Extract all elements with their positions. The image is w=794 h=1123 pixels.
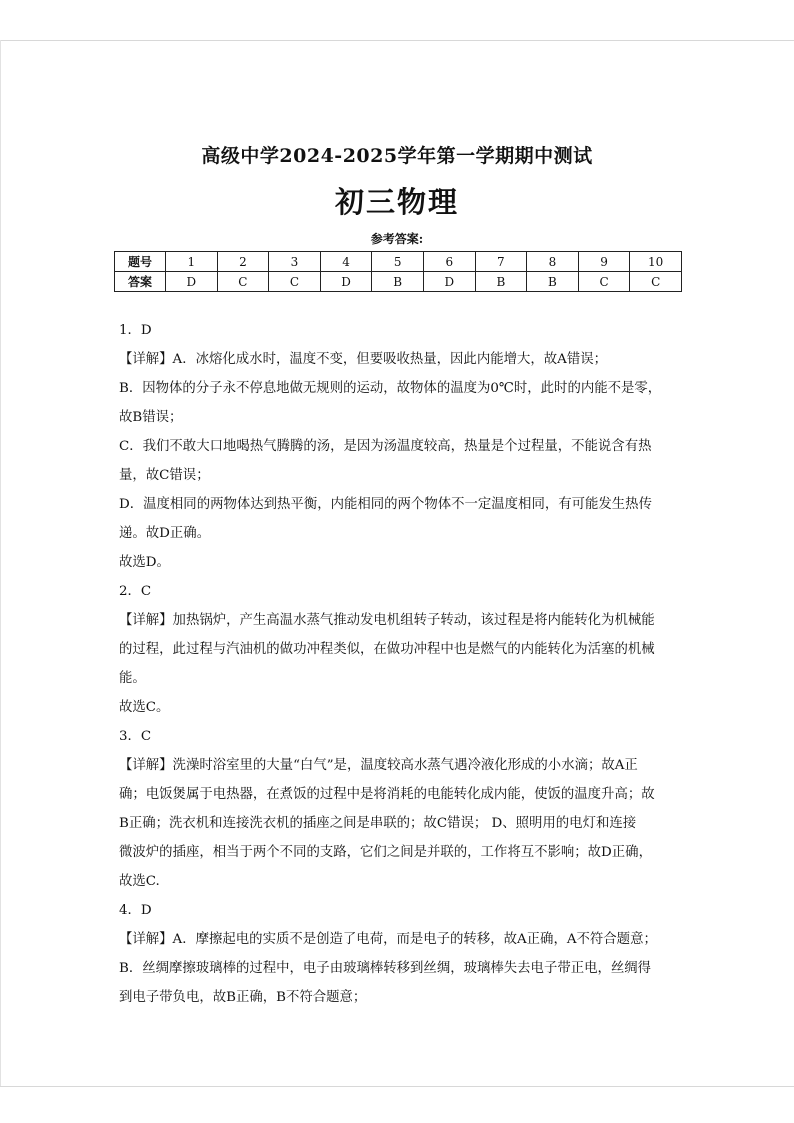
question-number-row [115,252,682,272]
solution-line: 【详解】A．冰熔化成水时，温度不变，但要吸收热量，因此内能增大，故A错误； [119,352,608,367]
solution-line: C．我们不敢大口地喝热气腾腾的汤，是因为汤温度较高，热量是个过程量，不能说含有热 [119,439,652,454]
answer-cell: B [527,272,579,292]
solution-line: 量，故C错误； [119,468,210,483]
solution-line: 能。 [119,671,146,686]
question-number: 1 [166,252,218,272]
answer-row [115,272,682,292]
solution-line: 确；电饭煲属于电热器，在煮饭的过程中是将消耗的电能转化成内能，使饭的温度升高；故 [119,787,655,802]
solution-line: 到电子带负电，故B正确，B不符合题意； [119,990,367,1005]
answer-key-table [114,251,682,292]
solution-line: B正确；洗衣机和连接洗衣机的插座之间是串联的；故C错误； D、照明用的电灯和连接 [119,816,637,831]
question-number: 3 [269,252,321,272]
solution-line: 微波炉的插座，相当于两个不同的支路，它们之间是并联的，工作将互不影响；故D正确， [119,845,652,860]
answer-cell: C [269,272,321,292]
solution-line: 的过程，此过程与汽油机的做功冲程类似，在做功冲程中也是燃气的内能转化为活塞的机械 [119,642,655,657]
solution-conclusion: 故选C。 [119,700,170,715]
answer-cell: C [217,272,269,292]
answer-cell: B [475,272,527,292]
answer-cell: C [578,272,630,292]
question-number: 5 [372,252,424,272]
answer-cell: D [166,272,218,292]
answer-cell: B [372,272,424,292]
solutions-body [119,316,679,1012]
question-number: 10 [630,252,682,272]
subject-title: 初三物理 [334,185,459,219]
solution-line: 故B错误； [119,410,183,425]
answer-cell: D [423,272,475,292]
solution-conclusion: 故选D。 [119,555,170,570]
question-number: 8 [527,252,579,272]
row-label-answer: 答案 [115,272,166,292]
question-number: 9 [578,252,630,272]
question-heading: 3．C [119,729,152,744]
row-label-question: 题号 [115,252,166,272]
question-number: 6 [423,252,475,272]
solution-line: D．温度相同的两物体达到热平衡，内能相同的两个物体不一定温度相同，有可能发生热传 [119,497,652,512]
solution-line: B．因物体的分子永不停息地做无规则的运动，故物体的温度为0℃时，此时的内能不是零， [119,381,662,396]
question-heading: 4．D [119,903,152,918]
solution-line: 【详解】洗澡时浴室里的大量“白气”是，温度较高水蒸气遇冷液化形成的小水滴；故A正 [119,758,638,773]
answer-cell: D [320,272,372,292]
solution-line: B．丝绸摩擦玻璃棒的过程中，电子由玻璃棒转移到丝绸，玻璃棒失去电子带正电，丝绸得 [119,961,652,976]
question-heading: 1．D [119,323,152,338]
solution-conclusion: 故选C. [119,874,160,889]
top-border [0,40,794,41]
question-heading: 2．C [119,584,152,599]
question-number: 7 [475,252,527,272]
solution-line: 【详解】A．摩擦起电的实质不是创造了电荷，而是电子的转移，故A正确，A不符合题意； [119,932,657,947]
solution-line: 【详解】加热锅炉，产生高温水蒸气推动发电机组转子转动，该过程是将内能转化为机械能 [119,613,655,628]
answer-key-label: 参考答案: [370,232,424,246]
answer-cell: C [630,272,682,292]
solution-line: 递。故D正确。 [119,526,211,541]
question-number: 2 [217,252,269,272]
bottom-border [0,1086,794,1087]
exam-header-title: 高级中学2024-2025学年第一学期期中测试 [201,145,593,167]
question-number: 4 [320,252,372,272]
